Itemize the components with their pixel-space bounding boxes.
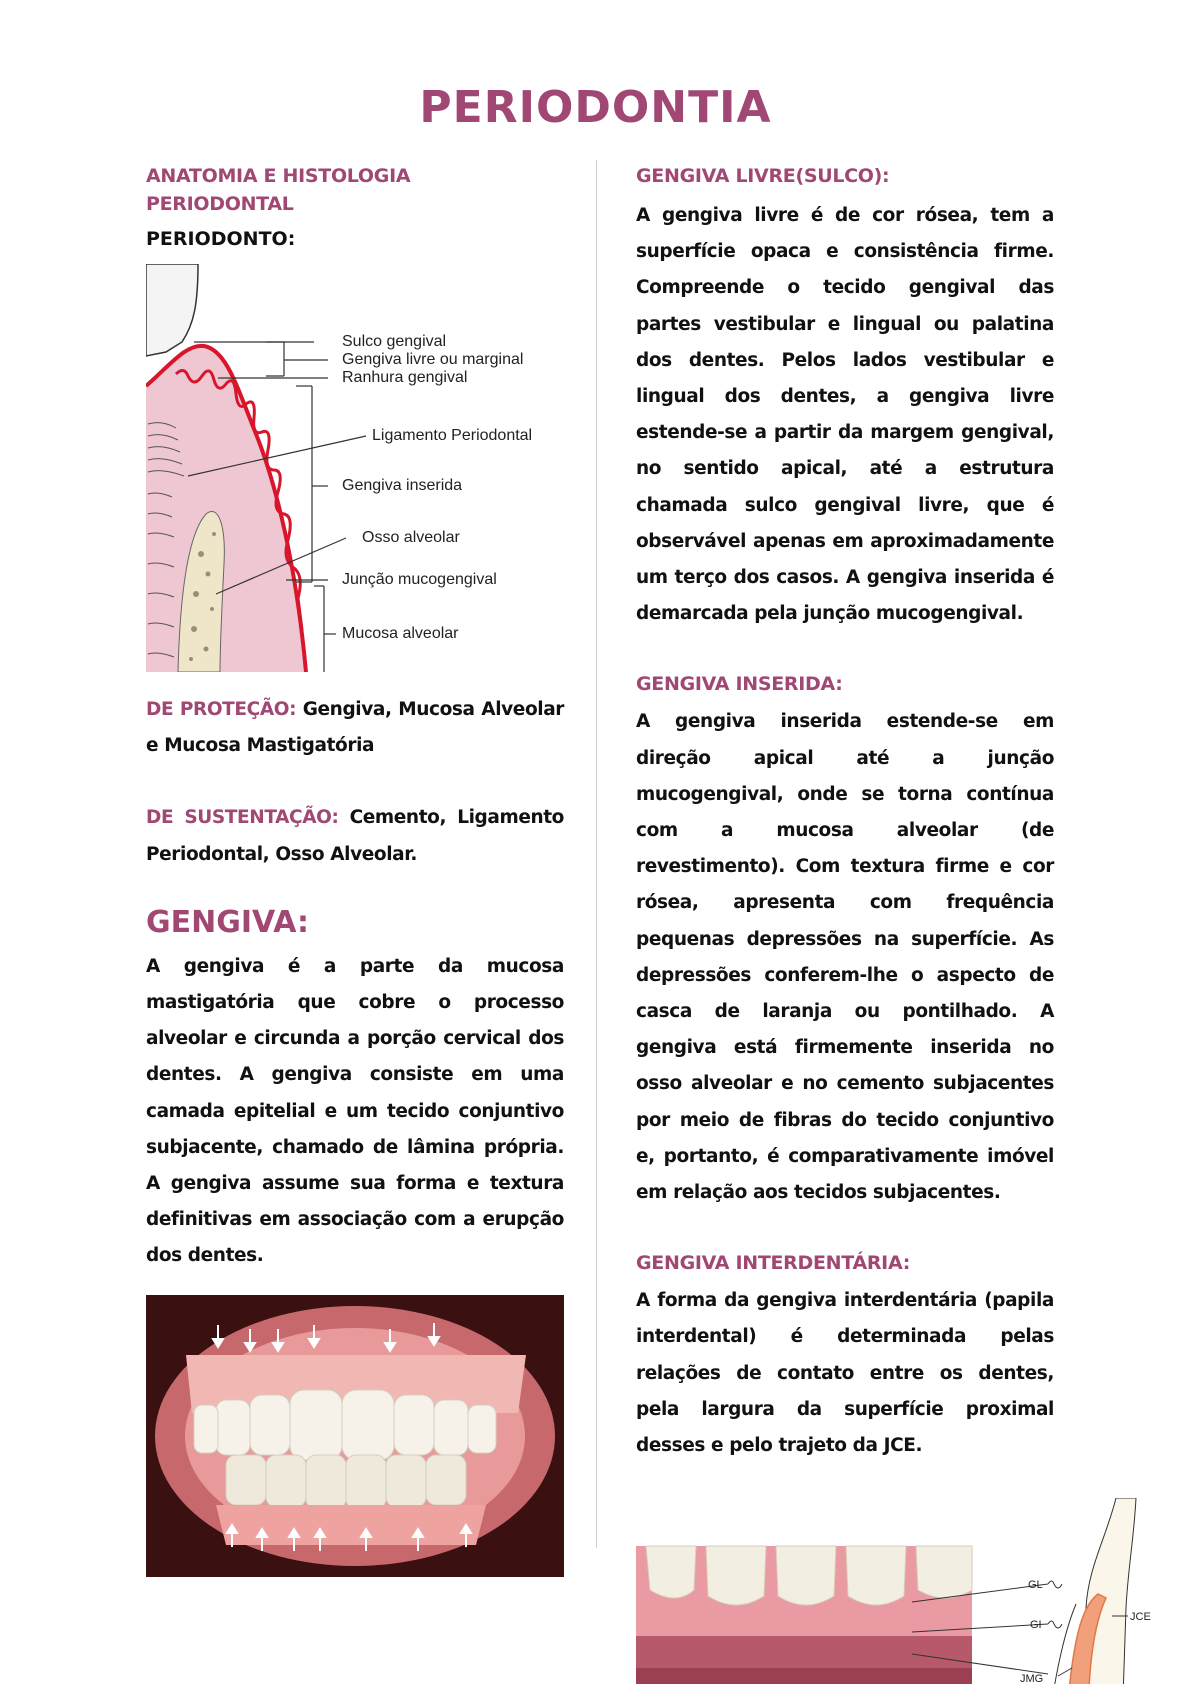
sustentacao-label: DE SUSTENTAÇÃO: (146, 807, 339, 829)
diagram-label-ranhura: Ranhura gengival (342, 369, 468, 386)
diagram-label-juncao: Junção mucogengival (342, 571, 497, 588)
diagram-label-gengiva-inserida: Gengiva inserida (342, 477, 463, 494)
diagram-label-sulco: Sulco gengival (342, 333, 447, 350)
sustentacao-text: Cemento, Ligamento Periodontal, Osso Alveolar. (146, 807, 564, 865)
right-column (636, 162, 1151, 1684)
gengiva-interdentaria-paragraph: A forma da gengiva interdentária (papila interdental) é determinada pelas relações de contato entre os dentes, pela largura da superfície proximal desses e pelo trajeto da JCE. (636, 1290, 1054, 1457)
column-divider (596, 160, 597, 1548)
periodonto-label: PERIODONTO: (146, 228, 296, 250)
gengiva-paragraph: A gengiva é a parte da mucosa mastigatória que cobre o processo alveolar e circunda a porção cervical dos dentes. A gengiva consiste em uma camada epitelial e um tecido conjuntivo subjacente, chamado de lâmina própria. A gengiva assume sua forma e textura definitivas em associação com a erupção dos dentes. (146, 955, 564, 1267)
left-column (146, 162, 564, 1577)
periodontium-diagram (146, 264, 554, 672)
page-title: PERIODONTIA (419, 82, 772, 133)
figure-label-jmg: JMG (1020, 1673, 1044, 1684)
gengiva-livre-heading: GENGIVA LIVRE(SULCO): (636, 165, 890, 187)
gengiva-livre-paragraph: A gengiva livre é de cor rósea, tem a superfície opaca e consistência firme. Compreende o tecido gengival das partes vestibular e lingual ou palatina dos dentes. Pelos lados vestibular e lingual dos dentes, a gengiva livre estende-se a partir da margem gengival, no sentido apical, até a estrutura chamada sulco gengival livre, que é observável apenas em aproximadamente um terço dos casos. A gengiva inserida é demarcada pela junção mucogengival. (636, 205, 1054, 625)
sustentacao-paragraph (146, 800, 564, 872)
diagram-label-osso: Osso alveolar (362, 529, 460, 546)
gengiva-heading: GENGIVA: (146, 904, 309, 940)
protecao-label: DE PROTEÇÃO: (146, 699, 297, 720)
protecao-paragraph (146, 692, 564, 764)
gengiva-inserida-paragraph: A gengiva inserida estende-se em direção apical até a junção mucogengival, onde se torna contínua com a mucosa alveolar (de revestimento). Com textura firme e cor rósea, apresenta com frequência pequenas depressões na superfície. As depressões conferem-lhe o aspecto de casca de laranja ou pontilhado. A gengiva está firmemente inserida no osso alveolar e no cemento subjacentes por meio de fibras do tecido conjuntivo e, portanto, é comparativamente imóvel em relação aos tecidos subjacentes. (636, 711, 1054, 1204)
diagram-label-mucosa: Mucosa alveolar (342, 625, 459, 642)
figure-label-jce: JCE (1130, 1611, 1151, 1624)
interdental-figure (636, 1498, 1156, 1684)
diagram-label-gengiva-livre: Gengiva livre ou marginal (342, 351, 524, 368)
protecao-text: Gengiva, Mucosa Alveolar e Mucosa Mastigatória (146, 699, 564, 757)
figure-label-gl: GL (1028, 1579, 1043, 1592)
section-heading-anatomia: ANATOMIA E HISTOLOGIA PERIODONTAL (146, 165, 411, 215)
figure-label-gi: GI (1030, 1619, 1042, 1632)
diagram-label-ligamento: Ligamento Periodontal (372, 427, 533, 444)
smile-photo (146, 1295, 564, 1577)
gengiva-interdentaria-heading: GENGIVA INTERDENTÁRIA: (636, 1252, 911, 1275)
gengiva-inserida-heading: GENGIVA INSERIDA: (636, 673, 843, 696)
